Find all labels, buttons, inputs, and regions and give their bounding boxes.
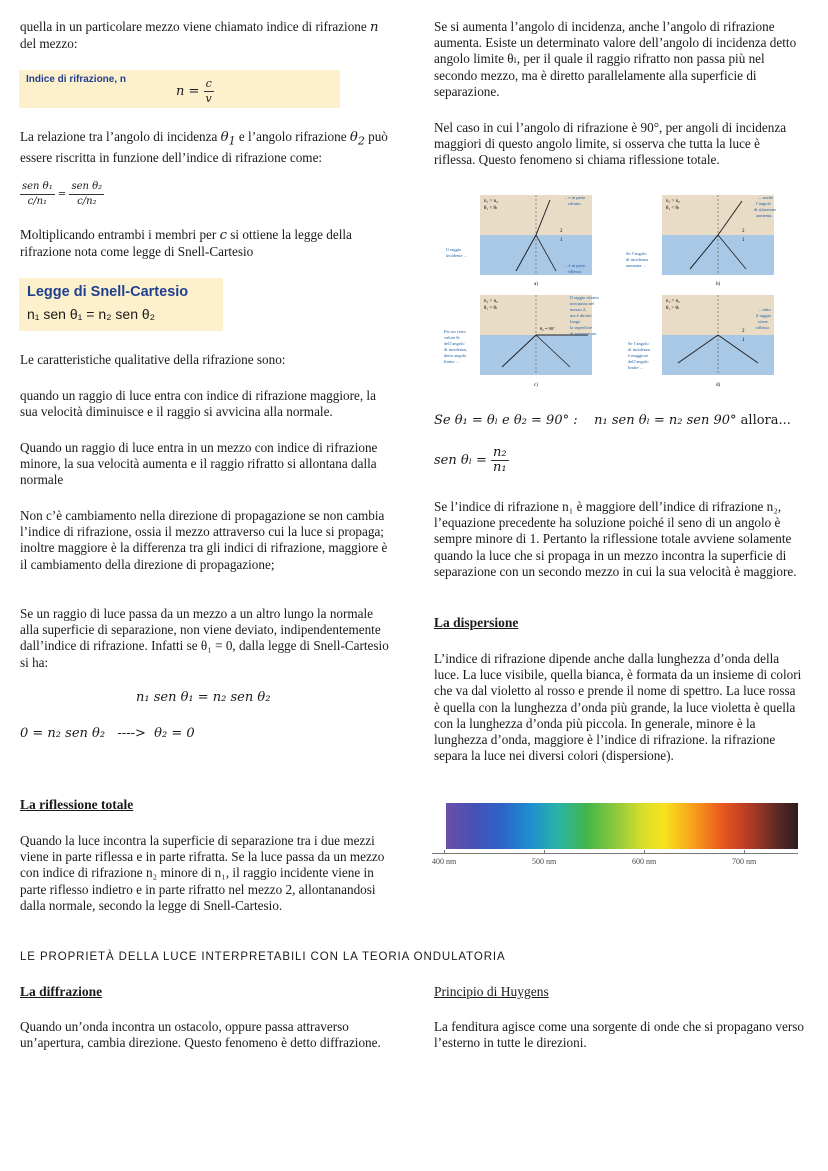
equation-snell: n₁ sen θ₁ = n₂ sen θ₂ bbox=[136, 690, 271, 705]
panel-a bbox=[446, 195, 592, 287]
svg-text:viene: viene bbox=[758, 319, 768, 324]
section-title: LE PROPRIETÀ DELLA LUCE INTERPRETABILI CON LA TEORIA ONDULATORIA bbox=[20, 951, 506, 963]
svg-text:n₁ > n₂: n₁ > n₂ bbox=[484, 299, 498, 304]
a-cond2: θ₁ < θₗ bbox=[484, 206, 498, 211]
svg-text:n₁ > n₂: n₁ > n₂ bbox=[666, 299, 680, 304]
diffraction-paragraph: Quando un’onda incontra un ostacolo, oppure passa attraverso un’apertura, cambia direzione. Questo fenomeno è detto diffrazione. bbox=[20, 1019, 381, 1051]
multiply-paragraph: Moltiplicando entrambi i membri per c si ottiene la legge della rifrazione nota come legge di Snell-Cartesio bbox=[20, 227, 352, 260]
svg-text:Se l’angolo: Se l’angolo bbox=[626, 251, 647, 256]
intro-var: n bbox=[370, 20, 379, 35]
intro-end: del mezzo: bbox=[20, 36, 78, 52]
svg-text:incidente ...: incidente ... bbox=[446, 253, 467, 258]
svg-text:dell’angolo: dell’angolo bbox=[628, 359, 649, 364]
svg-text:di incidenza: di incidenza bbox=[628, 347, 650, 352]
snell-law-formula: n₁ sen θ₁ = n₂ sen θ₂ bbox=[27, 306, 156, 322]
svg-text:1: 1 bbox=[742, 238, 745, 243]
limit-angle-paragraph: Se si aumenta l’angolo di incidenza, anche l’angolo di rifrazione aumenta. Esiste un determinato valore dell’angolo di incidenza detto angolo limite θₗ, per il quale il raggio rifratto non passa più nel secondo mezzo, ma è diretto parallelamente alla superficie di separazione. bbox=[434, 19, 797, 99]
ratio-1: $\frac{\text{sen θ₁}}{\text{c/n₁}}$ bbox=[22, 181, 53, 207]
panel-c bbox=[444, 295, 600, 388]
heading-total-reflection: La riflessione totale bbox=[20, 797, 134, 812]
formula-fraction bbox=[204, 77, 214, 106]
svg-text:Il raggio: Il raggio bbox=[446, 247, 462, 252]
qualitative-4: Se un raggio di luce passa da un mezzo a un altro lungo la normale alla superficie di separazione, non viene deviato, indipendentemente dall’indice di rifrazione. Infatti se θ₁ = 0, dalla legge di Snell-Cartesio si ha: bbox=[20, 606, 389, 670]
svg-text:limite ...: limite ... bbox=[628, 365, 643, 370]
svg-text:2: 2 bbox=[742, 229, 745, 234]
svg-text:θ₁ = θₗ: θ₁ = θₗ bbox=[484, 306, 498, 311]
svg-text:n₁ > n₂: n₁ > n₂ bbox=[666, 199, 680, 204]
qualitative-1: quando un raggio di luce entra con indice di rifrazione maggiore, la sua velocità diminuisce e il raggio si avvicina alla normale. bbox=[20, 388, 376, 420]
spectrum-tick-label: 400 nm bbox=[432, 857, 457, 866]
heading-huygens: Principio di Huygens bbox=[434, 984, 549, 999]
qualitative-2: Quando un raggio di luce entra in un mezzo con indice di rifrazione minore, la sua velocità aumenta e il raggio rifratto si allontana dalla normale bbox=[20, 440, 378, 488]
svg-text:detto angolo: detto angolo bbox=[444, 353, 467, 358]
spectrum-tick-mark bbox=[744, 850, 745, 854]
svg-text:il raggio: il raggio bbox=[756, 313, 772, 318]
intro-text: quella in un particolare mezzo viene chiamato indice di rifrazione bbox=[20, 19, 367, 34]
snell-ratio-formula: $\frac{\text{sen θ₁}}{\text{c/n₁}}$ = $\frac{\text{sen θ₂}}{\text{c/n₂}}$ bbox=[22, 181, 103, 207]
formula-num: c bbox=[205, 77, 212, 90]
svg-text:1: 1 bbox=[560, 238, 563, 243]
svg-text:θ₁ < θₗ: θ₁ < θₗ bbox=[666, 206, 680, 211]
svg-text:la superficie: la superficie bbox=[570, 325, 593, 330]
svg-text:ma è diretto: ma è diretto bbox=[570, 313, 592, 318]
theta1: $\theta_1$ bbox=[220, 130, 236, 148]
spectrum-tick-label: 600 nm bbox=[632, 857, 657, 866]
limit-condition: Se θ₁ = θₗ e θ₂ = 90° : n₁ sen θₗ = n₂ sen 90° allora... bbox=[434, 413, 791, 428]
svg-text:mezzo 2,: mezzo 2, bbox=[570, 307, 587, 312]
theta2: $\theta_2$ bbox=[349, 130, 365, 148]
svg-text:non passa nel: non passa nel bbox=[570, 301, 595, 306]
svg-text:1: 1 bbox=[742, 338, 745, 343]
refraction-index-label: Indice di rifrazione, n bbox=[26, 74, 127, 85]
total-reflection-def: Nel caso in cui l’angolo di rifrazione è 90°, per angoli di incidenza maggiori di questo angolo limite, si osserva che tutta la luce è riflessa. Questo fenomeno si chiama riflessione totale. bbox=[434, 120, 787, 168]
svg-text:... tutto: ... tutto bbox=[758, 307, 771, 312]
svg-text:di incidenza: di incidenza bbox=[626, 257, 648, 262]
svg-text:... anche: ... anche bbox=[758, 195, 773, 200]
spectrum-tick-mark bbox=[544, 850, 545, 854]
svg-text:θ₂ = 90°: θ₂ = 90° bbox=[540, 326, 555, 331]
svg-text:di rifrazione: di rifrazione bbox=[754, 207, 777, 212]
relation-text-c: può essere riscritta in funzione dell’indice di rifrazione come: bbox=[20, 129, 388, 165]
spectrum-tick-label: 500 nm bbox=[532, 857, 557, 866]
qualitative-intro: Le caratteristiche qualitative della rifrazione sono: bbox=[20, 352, 286, 367]
formula-lhs: n = bbox=[176, 84, 200, 99]
dispersion-paragraph: L’indice di rifrazione dipende anche dalla lunghezza d’onda della luce. La luce visibile, quella bianca, è formata da un insieme di colori che va dal violetto al rosso e prende il nome di spettro. La luce rossa è quella con la lunghezza d’onda più grande, la luce violetta è quella con la lunghezza d’onda più piccola. In generale, minore è la lunghezza d’onda, maggiore è l’indice di rifrazione. la rifrazione separa la luce nei diversi colori (dispersione). bbox=[434, 651, 802, 764]
total-reflection-paragraph: Quando la luce incontra la superficie di separazione tra i due mezzi viene in parte riflessa e in parte rifratta. Se la luce passa da un mezzo con indice di rifrazione n₂ minore di n₁, il raggio incidente viene in parte riflesso indietro e in parte rifratto nel mezzo 2, allontanandosi dalla normale, secondo la legge di Snell-Cartesio. bbox=[20, 833, 385, 913]
svg-text:θ₁ > θₗ: θ₁ > θₗ bbox=[666, 306, 680, 311]
svg-text:valore θₗ: valore θₗ bbox=[444, 335, 460, 340]
intro-paragraph bbox=[20, 19, 390, 52]
svg-text:c): c) bbox=[534, 383, 538, 388]
relation-text-a: La relazione tra l’angolo di incidenza bbox=[20, 129, 218, 144]
svg-text:Per un certo: Per un certo bbox=[444, 329, 466, 334]
limit-angle-formula: sen θₗ = $\frac{\text{n₂}}{\text{n₁}}$ bbox=[434, 445, 507, 475]
svg-text:è maggiore: è maggiore bbox=[628, 353, 649, 358]
svg-text:lungo: lungo bbox=[570, 319, 581, 324]
formula-den: v bbox=[205, 92, 212, 105]
snell-law-title: Legge di Snell-Cartesio bbox=[27, 284, 189, 300]
svg-text:riflesso.: riflesso. bbox=[756, 325, 771, 330]
panel-d bbox=[628, 295, 774, 388]
refraction-index-formula bbox=[176, 77, 214, 106]
svg-text:aumenta.: aumenta. bbox=[756, 213, 773, 218]
spectrum-tick-label: 700 nm bbox=[732, 857, 757, 866]
svg-text:dell’angolo: dell’angolo bbox=[444, 341, 465, 346]
svg-text:l’angolo: l’angolo bbox=[756, 201, 771, 206]
svg-text:... e in parte: ... e in parte bbox=[564, 195, 586, 200]
svg-text:riflesso.: riflesso. bbox=[568, 269, 583, 274]
panel-b bbox=[626, 195, 776, 287]
svg-text:... è in parte: ... è in parte bbox=[564, 263, 586, 268]
svg-text:2: 2 bbox=[742, 329, 745, 334]
relation-text-b: e l’angolo rifrazione bbox=[238, 129, 347, 144]
a-cond1: n₁ > n₂ bbox=[484, 199, 498, 204]
equation-zero: 0 = n₂ sen θ₂ ----> θ₂ = 0 bbox=[20, 726, 195, 741]
refraction-figure bbox=[440, 185, 800, 400]
svg-text:d): d) bbox=[716, 383, 721, 388]
qualitative-3: Non c’è cambiamento nella direzione di propagazione se non cambia l’indice di rifrazione, ossia il mezzo attraverso cui la luce si propaga; inoltre maggiore è la differenza tra gli indici di rifrazione, maggiore è il cambiamento della direzione di propagazione; bbox=[20, 508, 388, 572]
spectrum-tick-mark bbox=[444, 850, 445, 854]
relation-paragraph bbox=[20, 129, 390, 166]
heading-dispersion: La dispersione bbox=[434, 615, 519, 630]
svg-text:b): b) bbox=[716, 282, 721, 287]
huygens-paragraph: La fenditura agisce come una sorgente di onde che si propagano verso l’esterno in tutte le direzioni. bbox=[434, 1019, 804, 1051]
svg-text:Il raggio rifratto: Il raggio rifratto bbox=[570, 295, 599, 300]
svg-text:di separazione.: di separazione. bbox=[570, 331, 597, 336]
svg-text:di incidenza,: di incidenza, bbox=[444, 347, 467, 352]
svg-text:rifratto.: rifratto. bbox=[568, 201, 582, 206]
visible-spectrum bbox=[446, 803, 798, 849]
svg-text:Se l’angolo: Se l’angolo bbox=[628, 341, 649, 346]
ratio-2: $\frac{\text{sen θ₂}}{\text{c/n₂}}$ bbox=[71, 181, 103, 207]
svg-text:a): a) bbox=[534, 282, 538, 287]
svg-text:limite ...: limite ... bbox=[444, 359, 459, 364]
heading-diffraction: La diffrazione bbox=[20, 984, 103, 999]
svg-text:aumenta ...: aumenta ... bbox=[626, 263, 646, 268]
total-reflection-condition: Se l’indice di rifrazione n₁ è maggiore dell’indice di rifrazione n₂, l’equazione precedente ha soluzione poiché il seno di un angolo è sempre minore di 1. Pertanto la riflessione totale avviene solamente quando la luce che si propaga in un mezzo incontra la superficie di separazione con un secondo mezzo in cui la sua velocità è maggiore. bbox=[434, 499, 797, 579]
spectrum-tick-mark bbox=[644, 850, 645, 854]
svg-text:2: 2 bbox=[560, 229, 563, 234]
